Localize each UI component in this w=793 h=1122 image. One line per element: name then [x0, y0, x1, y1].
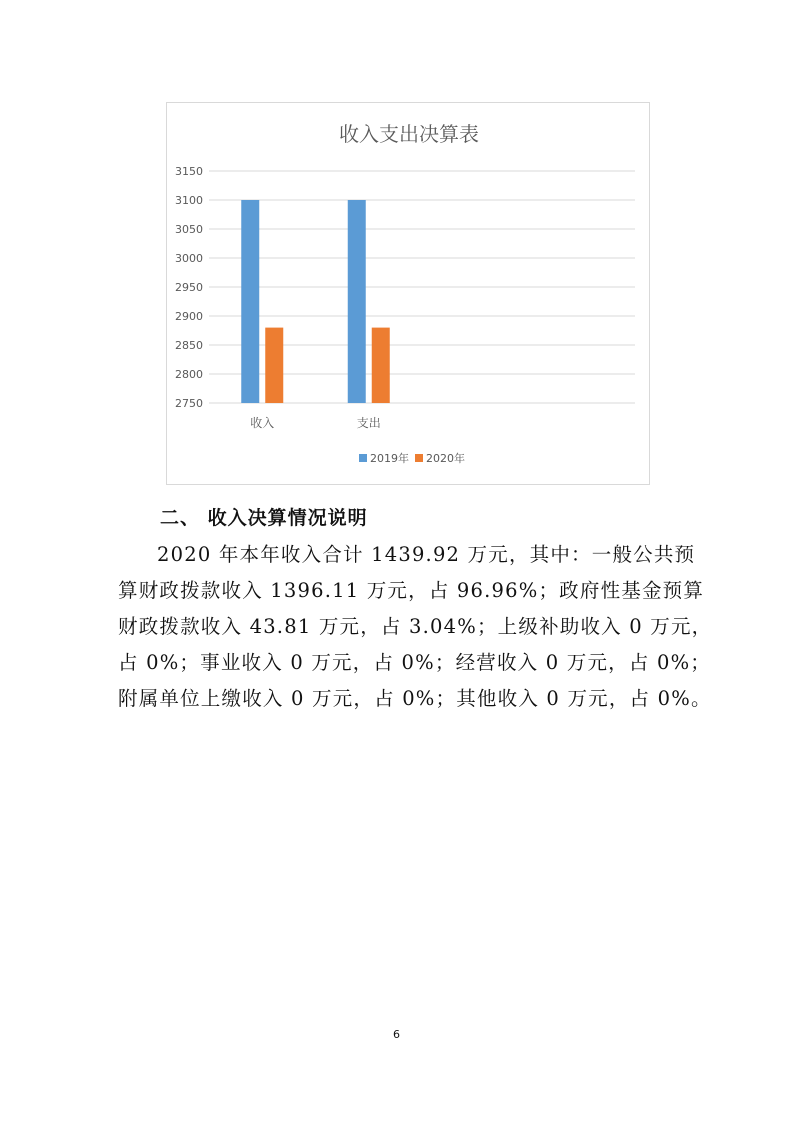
- bar-2020-income: [265, 328, 283, 403]
- legend-label: 2020年: [426, 452, 465, 465]
- x-tick-label: 支出: [356, 416, 381, 430]
- body-line: 附属单位上缴收入 0 万元，占 0%；其他收入 0 万元，占 0%。: [118, 687, 712, 710]
- chart-canvas: [167, 103, 651, 486]
- legend: [359, 451, 465, 465]
- bar-2019-expenditure: [348, 200, 366, 403]
- y-tick-label: 3150: [175, 165, 203, 178]
- bar-2020-expenditure: [372, 328, 390, 403]
- legend-swatch: [415, 454, 423, 462]
- y-tick-label: 3050: [175, 223, 203, 236]
- income-description: [118, 537, 713, 717]
- body-line: 算财政拨款收入 1396.11 万元，占 96.96%；政府性基金预算: [118, 579, 705, 602]
- income-expenditure-chart: [166, 102, 650, 485]
- y-tick-label: 2900: [175, 310, 203, 323]
- y-tick-label: 2950: [175, 281, 203, 294]
- page-number: 6: [393, 1028, 400, 1041]
- chart-title: 收入支出决算表: [339, 122, 479, 146]
- body-line: 财政拨款收入 43.81 万元，占 3.04%；上级补助收入 0 万元，: [118, 615, 713, 638]
- body-line: 占 0%；事业收入 0 万元，占 0%；经营收入 0 万元，占 0%；: [118, 651, 712, 674]
- y-tick-label: 2750: [175, 397, 203, 410]
- legend-swatch: [359, 454, 367, 462]
- y-tick-label: 2800: [175, 368, 203, 381]
- y-tick-label: 2850: [175, 339, 203, 352]
- y-axis-ticks: [175, 165, 203, 410]
- y-tick-label: 3100: [175, 194, 203, 207]
- bars: [241, 200, 390, 403]
- bar-2019-income: [241, 200, 259, 403]
- x-axis-labels: [250, 415, 381, 430]
- y-tick-label: 3000: [175, 252, 203, 265]
- legend-label: 2019年: [370, 452, 409, 465]
- section-heading: 二、 收入决算情况说明: [160, 507, 368, 529]
- x-tick-label: 收入: [250, 416, 275, 430]
- body-line: 2020 年本年收入合计 1439.92 万元，其中：一般公共预: [157, 543, 696, 566]
